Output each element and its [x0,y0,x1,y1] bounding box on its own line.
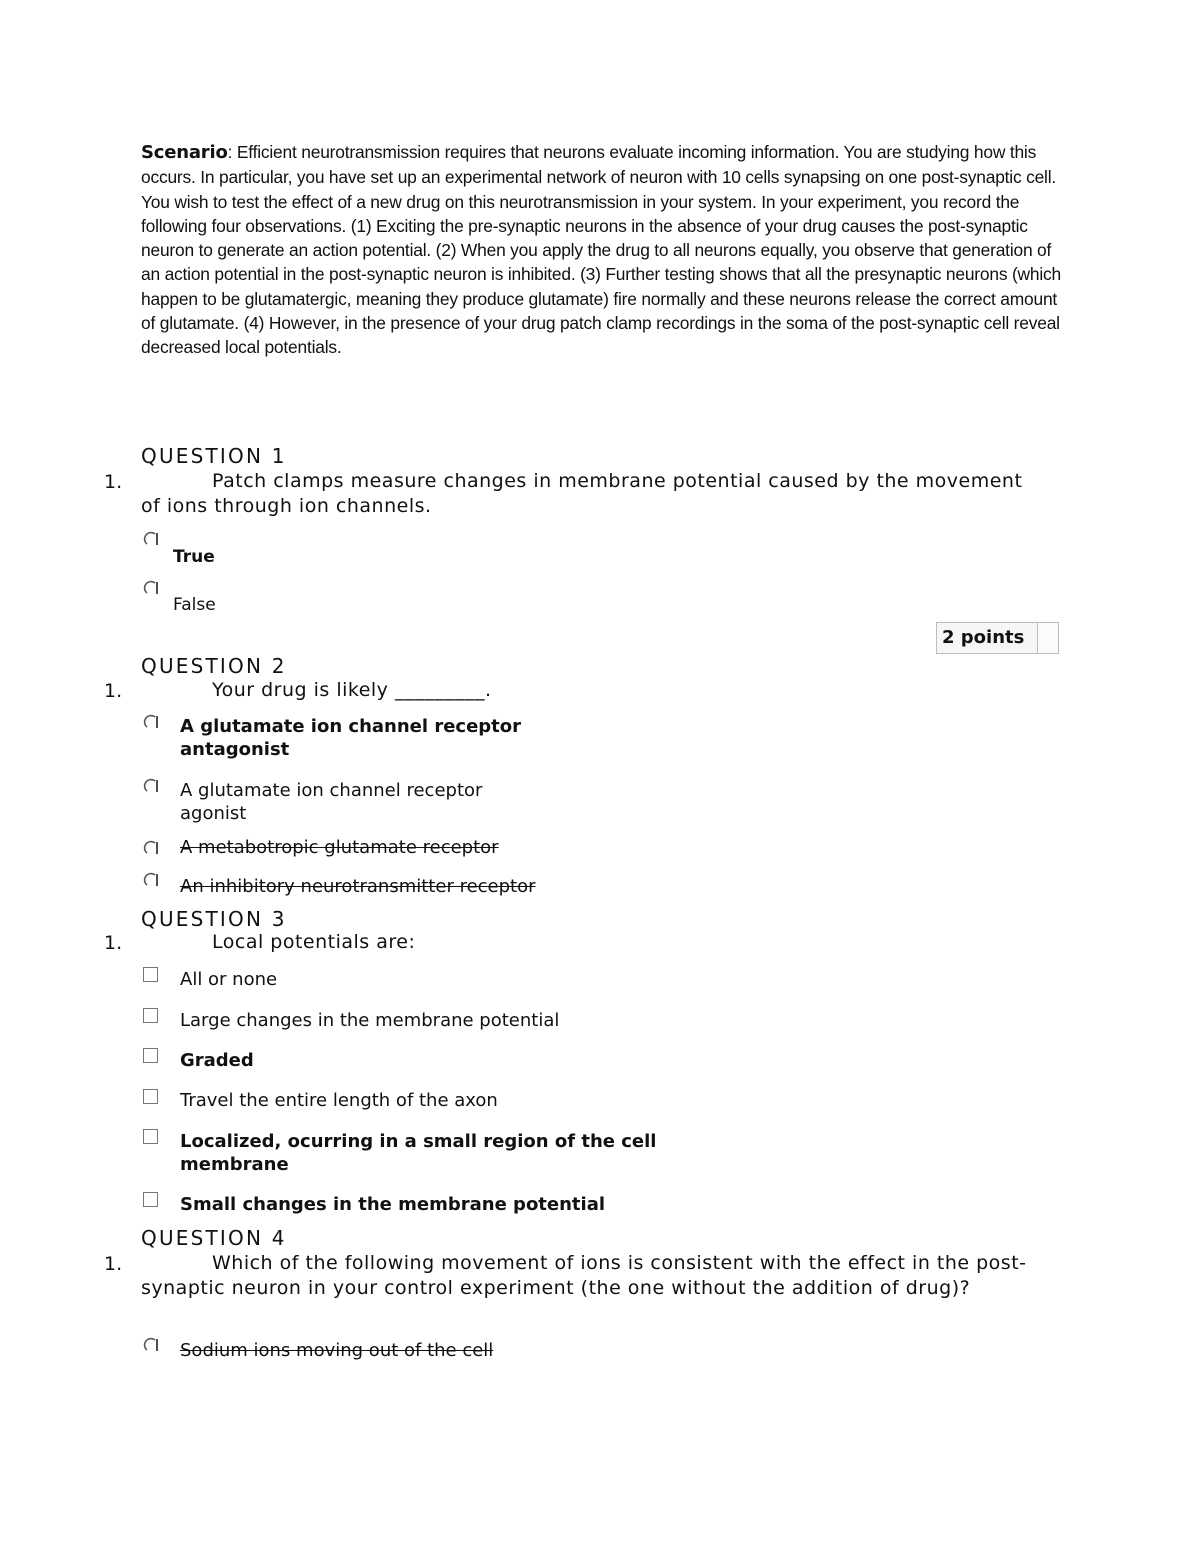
radio-button-icon[interactable] [143,531,161,549]
checkbox[interactable] [143,967,158,982]
question-heading: QUESTION 1 [141,444,287,468]
radio-button-icon[interactable] [143,778,161,796]
option-agonist[interactable]: A glutamate ion channel receptor agonist [180,780,483,824]
scenario-label: Scenario [141,142,228,163]
option-antagonist[interactable]: A glutamate ion channel receptor antagonist [180,716,522,760]
scenario-text: : Efficient neurotransmission requires that neurons evaluate incoming information. You are studying how this occurs. In particular, you have set up an experimental network of neuron with 10 cells synapsing on one post-synaptic cell. You wish to test the effect of a new drug on this neurotransmission in your system. In your experiment, you record the following four observations. (1) Exciting the pre-synaptic neurons in the absence of your drug causes the post-synaptic neuron to generate an action potential. (2) When you apply the drug to all neurons equally, you observe that generation of an action potential in the post-synaptic neuron is inhibited. (3) Further testing shows that all the presynaptic neurons (which happen to be glutamatergic, meaning they produce glutamate) fire normally and these neurons release the correct amount of glutamate. (4) However, in the presence of your drug patch clamp recordings in the soma of the post-synaptic cell reveal decreased local potentials. [141,142,1062,358]
option-travel-axon[interactable]: Travel the entire length of the axon [180,1090,498,1111]
option-small-changes[interactable]: Small changes in the membrane potential [180,1194,606,1215]
question-heading: QUESTION 3 [141,907,287,931]
question-number: 1. [104,1253,123,1275]
question-heading: QUESTION 2 [141,654,287,678]
question-heading: QUESTION 4 [141,1226,287,1250]
checkbox[interactable] [143,1008,158,1023]
points-badge [936,622,1059,654]
option-large-changes[interactable]: Large changes in the membrane potential [180,1010,560,1031]
radio-button-icon[interactable] [143,872,161,890]
radio-button-icon[interactable] [143,580,161,598]
checkbox[interactable] [143,1129,158,1144]
checkbox[interactable] [143,1192,158,1207]
option-sodium-out[interactable]: Sodium ions moving out of the cell [180,1340,494,1361]
option-inhibitory[interactable]: An inhibitory neurotransmitter receptor [180,876,536,897]
option-true[interactable]: True [173,547,215,567]
radio-button-icon[interactable] [143,840,161,858]
option-all-or-none[interactable]: All or none [180,969,278,990]
option-false[interactable]: False [173,595,216,615]
question-text: Your drug is likely _________. [212,679,492,701]
points-cell [1037,623,1058,653]
question-text: Patch clamps measure changes in membrane potential caused by the movement of ions through ion channels. [141,470,1023,517]
question-text: Which of the following movement of ions is consistent with the effect in the post-synaptic neuron in your control experiment (the one without the addition of drug)? [141,1252,1027,1299]
question-number: 1. [104,932,123,954]
checkbox[interactable] [143,1089,158,1104]
question-text: Local potentials are: [212,931,416,953]
radio-button-icon[interactable] [143,714,161,732]
option-metabotropic[interactable]: A metabotropic glutamate receptor [180,837,499,858]
question-number: 1. [104,471,123,493]
points-label: 2 points [942,627,1025,648]
option-localized[interactable]: Localized, ocurring in a small region of the cell membrane [180,1131,657,1175]
radio-button-icon[interactable] [143,1337,161,1355]
scenario-paragraph [141,140,1061,360]
option-graded[interactable]: Graded [180,1050,254,1071]
question-number: 1. [104,680,123,702]
checkbox[interactable] [143,1048,158,1063]
